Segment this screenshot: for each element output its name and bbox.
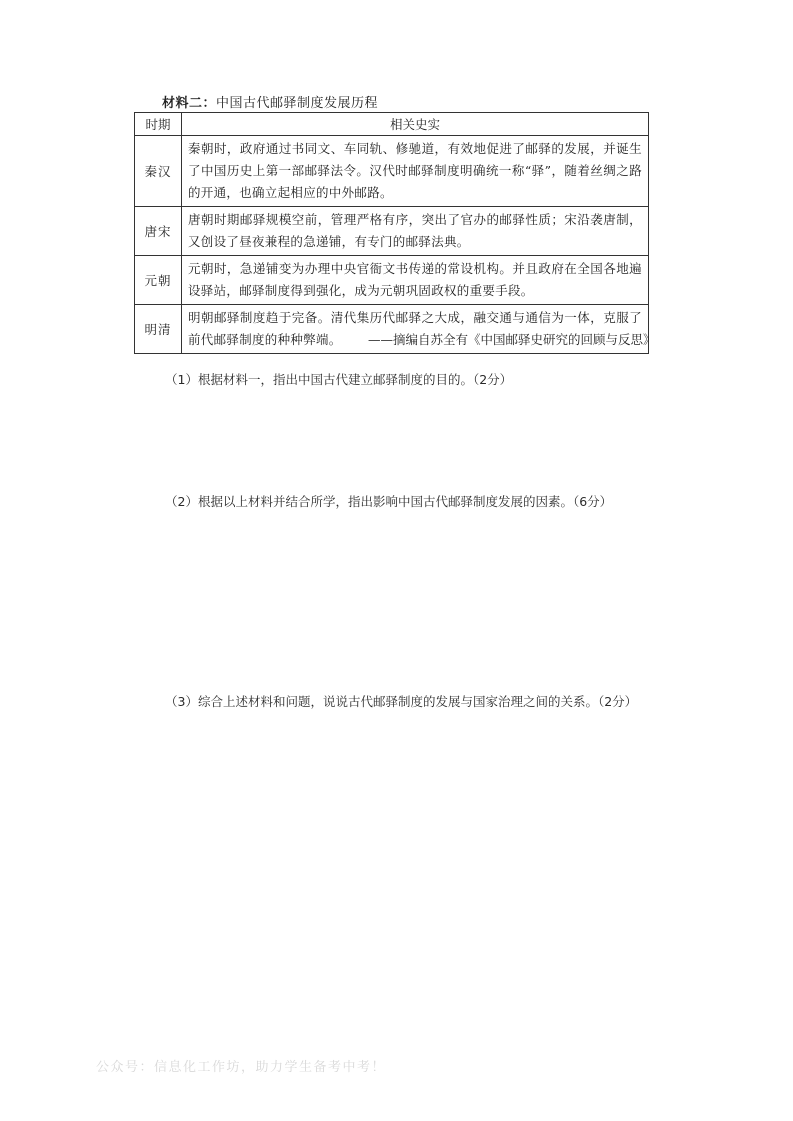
row-facts: 元朝时，急递铺变为办理中央官衙文书传递的常设机构。并且政府在全国各地遍设驿站，邮驿制度得到强化，成为元朝巩固政权的重要手段。 <box>182 256 649 305</box>
table-row <box>135 256 649 305</box>
row-period: 明清 <box>135 305 182 354</box>
material-label: 材料二： <box>162 96 217 111</box>
row-facts: 秦朝时，政府通过书同文、车同轨、修驰道，有效地促进了邮驿的发展，并诞生了中国历史上第一部邮驿法令。汉代时邮驿制度明确统一称“驿”，随着丝绸之路的开通，也确立起相应的中外邮路。 <box>182 136 649 207</box>
table-header-row <box>135 113 649 136</box>
header-facts: 相关史实 <box>182 113 649 136</box>
question-3: （3）综合上述材料和问题，说说古代邮驿制度的发展与国家治理之间的关系。（2分） <box>165 694 638 709</box>
material-heading <box>162 92 378 111</box>
header-period: 时期 <box>135 113 182 136</box>
watermark: 公众号：信息化工作坊，助力学生备考中考！ <box>96 1060 387 1075</box>
table-row <box>135 136 649 207</box>
row-period: 唐宋 <box>135 207 182 256</box>
table-row <box>135 207 649 256</box>
source-citation: ——摘编自苏全有《中国邮驿史研究的回顾与反思》 <box>368 332 656 347</box>
question-2: （2）根据以上材料并结合所学，指出影响中国古代邮驿制度发展的因素。（6分） <box>165 494 613 509</box>
row-period: 元朝 <box>135 256 182 305</box>
row-facts: 明朝邮驿制度趋于完备。清代集历代邮驿之大成，融交通与通信为一体，克服了前代邮驿制度的种种弊端。 <box>182 305 649 354</box>
row-facts: 唐朝时期邮驿规模空前，管理严格有序，突出了官办的邮驿性质；宋沿袭唐制，又创设了昼夜兼程的急递铺，有专门的邮驿法典。 <box>182 207 649 256</box>
material-title: 中国古代邮驿制度发展历程 <box>216 96 379 111</box>
history-table <box>134 112 649 354</box>
question-1: （1）根据材料一，指出中国古代建立邮驿制度的目的。（2分） <box>165 372 513 387</box>
row-period: 秦汉 <box>135 136 182 207</box>
